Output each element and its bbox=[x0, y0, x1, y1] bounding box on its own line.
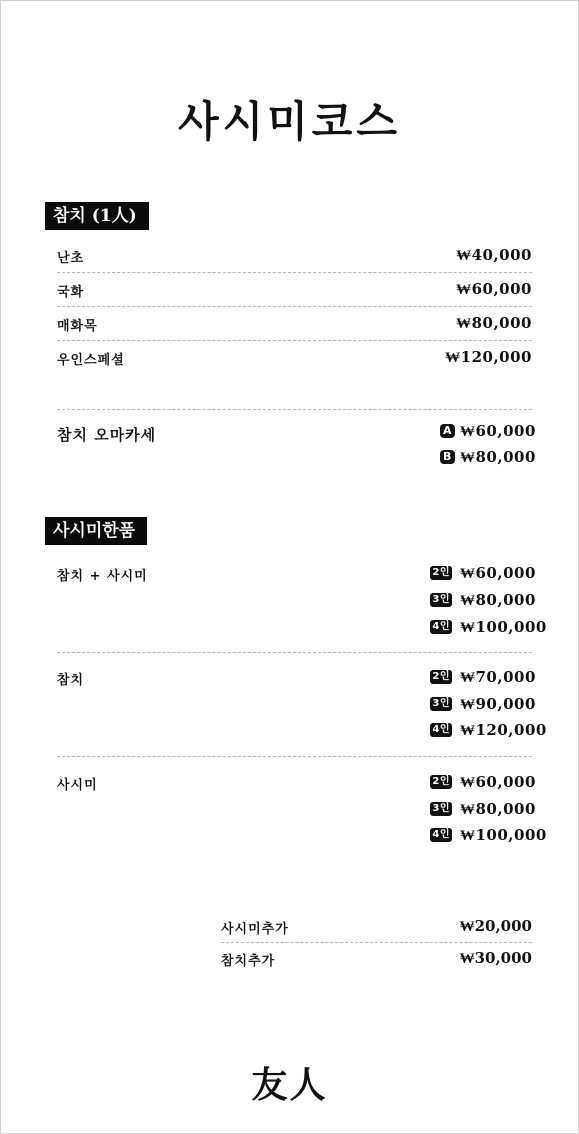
group-name: 참치 + 사시미 bbox=[57, 569, 148, 584]
group-name: 사시미 bbox=[57, 778, 98, 793]
option-price: ₩100,000 bbox=[460, 617, 547, 636]
option-price: ₩60,000 bbox=[460, 563, 536, 582]
people-badge: 2인 bbox=[432, 671, 450, 682]
people-badge: 4인 bbox=[432, 621, 450, 632]
menu-item-name: 우인스페셜 bbox=[57, 353, 125, 368]
omakase-option bbox=[440, 421, 536, 441]
extra-item-price: ₩20,000 bbox=[459, 917, 532, 935]
menu-item-price: ₩120,000 bbox=[445, 348, 532, 366]
group-option bbox=[430, 799, 536, 819]
option-price: ₩60,000 bbox=[460, 421, 536, 440]
group-option bbox=[430, 694, 536, 714]
people-badge: 3인 bbox=[432, 698, 450, 709]
option-price: ₩90,000 bbox=[460, 694, 536, 713]
group-option bbox=[430, 667, 536, 687]
option-price: ₩60,000 bbox=[460, 772, 536, 791]
menu-item-name: 매화목 bbox=[57, 319, 98, 334]
section-label-sashimi: 사시미한품 bbox=[45, 517, 147, 545]
extra-item bbox=[221, 943, 532, 975]
divider bbox=[57, 652, 532, 653]
people-badge: 2인 bbox=[432, 567, 450, 578]
extra-item-name: 참치추가 bbox=[221, 954, 276, 969]
menu-item bbox=[57, 239, 532, 273]
menu-item bbox=[57, 341, 532, 375]
group-option bbox=[430, 563, 536, 583]
people-badge: 4인 bbox=[432, 829, 450, 840]
option-price: ₩80,000 bbox=[460, 590, 536, 609]
option-price: ₩70,000 bbox=[460, 667, 536, 686]
group-option bbox=[430, 772, 536, 792]
menu-item-name: 난초 bbox=[57, 251, 85, 266]
divider bbox=[57, 409, 532, 410]
menu-item-price: ₩40,000 bbox=[456, 246, 532, 264]
extra-item-name: 사시미추가 bbox=[221, 922, 289, 937]
group-option bbox=[430, 825, 547, 845]
people-badge: 3인 bbox=[432, 594, 450, 605]
option-price: ₩80,000 bbox=[460, 799, 536, 818]
section-label-tuna: 참치 (1人) bbox=[45, 202, 149, 230]
people-badge: 4인 bbox=[432, 724, 450, 735]
menu-item-price: ₩80,000 bbox=[456, 314, 532, 332]
menu-item bbox=[57, 273, 532, 307]
group-option bbox=[430, 720, 547, 740]
menu-item-price: ₩60,000 bbox=[456, 280, 532, 298]
extra-item bbox=[221, 911, 532, 943]
group-name: 참치 bbox=[57, 673, 85, 688]
option-badge: B bbox=[440, 450, 455, 464]
option-price: ₩100,000 bbox=[460, 825, 547, 844]
option-price: ₩80,000 bbox=[460, 447, 536, 466]
menu-item bbox=[57, 307, 532, 341]
divider bbox=[57, 756, 532, 757]
group-option bbox=[430, 617, 547, 637]
menu-title: 사시미코스 bbox=[178, 97, 401, 146]
people-badge: 2인 bbox=[432, 776, 450, 787]
omakase-name: 참치 오마카세 bbox=[57, 426, 157, 444]
group-option bbox=[430, 590, 536, 610]
option-badge: A bbox=[440, 424, 455, 438]
menu-item-name: 국화 bbox=[57, 285, 85, 300]
omakase-option bbox=[440, 447, 536, 467]
people-badge: 3인 bbox=[432, 803, 450, 814]
extra-item-price: ₩30,000 bbox=[459, 949, 532, 967]
restaurant-logo: 友人 bbox=[251, 1064, 328, 1106]
option-price: ₩120,000 bbox=[460, 720, 547, 739]
